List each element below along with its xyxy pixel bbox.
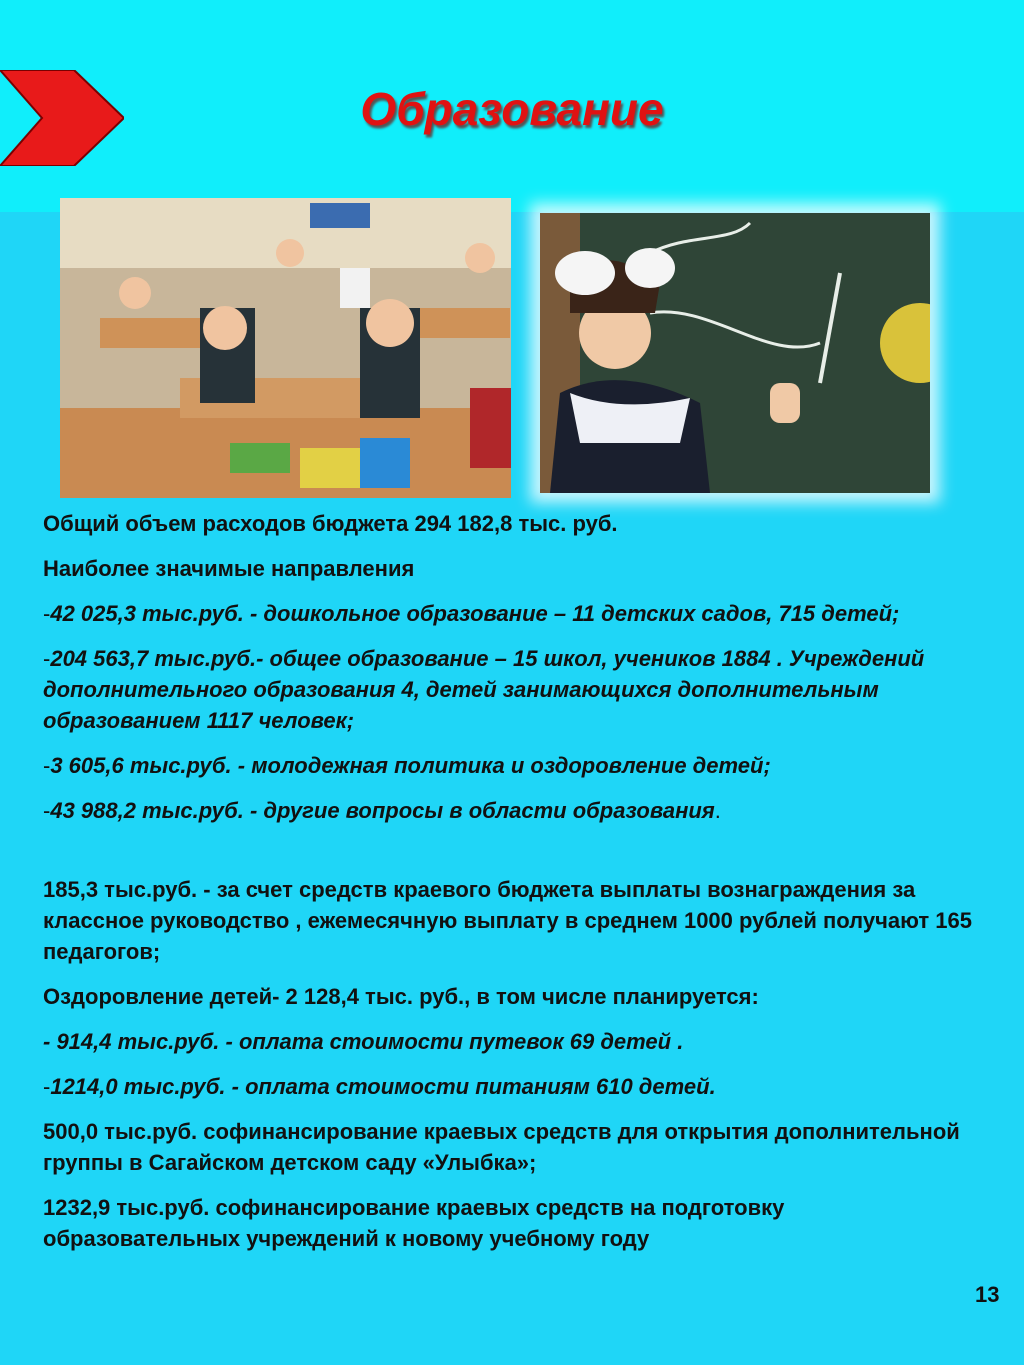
direction-text: 204 563,7 тыс.руб.- общее образование – 15 школ, учеников 1884 . Учреждений дополнительного образования 4, детей занимающихся дополнительным образованием 1117 человек; <box>43 646 925 733</box>
direction-item <box>43 598 983 629</box>
dash: - <box>43 601 51 626</box>
direction-text: 3 605,6 тыс.руб. - молодежная политика и оздоровление детей; <box>50 753 771 778</box>
dash: - <box>43 798 51 823</box>
regional-payments: 185,3 тыс.руб. - за счет средств краевого бюджета выплаты вознаграждения за классное руководство , ежемесячную выплату в среднем 1000 рублей получают 165 педагогов; <box>43 877 972 964</box>
cofinance-item: 1232,9 тыс.руб. софинансирование краевых средств на подготовку образовательных учреждений к новому учебному году <box>43 1195 785 1251</box>
cofinance-item: 500,0 тыс.руб. софинансирование краевых средств для открытия дополнительной группы в Сагайском детском саду «Улыбка»; <box>43 1119 960 1175</box>
spacer <box>43 840 983 874</box>
dash: - <box>43 646 51 671</box>
dash: - <box>43 1074 51 1099</box>
classroom-photo <box>60 198 511 498</box>
budget-total: Общий объем расходов бюджета 294 182,8 тыс. руб. <box>43 511 618 536</box>
page-title: Образование <box>360 83 664 135</box>
health-item <box>43 1026 983 1057</box>
page-number: 13 <box>975 1282 1000 1307</box>
direction-item <box>43 795 983 826</box>
dash: - <box>43 753 51 778</box>
girl-blackboard-photo <box>540 213 930 493</box>
direction-text: 42 025,3 тыс.руб. - дошкольное образование – 11 детских садов, 715 детей; <box>50 601 900 626</box>
direction-text: 43 988,2 тыс.руб. - другие вопросы в области образования <box>50 798 715 823</box>
directions-heading: Наиболее значимые направления <box>43 556 415 581</box>
health-heading: Оздоровление детей- 2 128,4 тыс. руб., в том числе планируется: <box>43 984 759 1009</box>
direction-item <box>43 750 983 781</box>
health-text: 1214,0 тыс.руб. - оплата стоимости питаниям 610 детей. <box>50 1074 716 1099</box>
health-text: - 914,4 тыс.руб. - оплата стоимости путевок 69 детей . <box>43 1029 684 1054</box>
health-item <box>43 1071 983 1102</box>
direction-item <box>43 643 983 736</box>
trailing-dot: . <box>714 798 721 823</box>
content-text <box>43 508 983 1268</box>
